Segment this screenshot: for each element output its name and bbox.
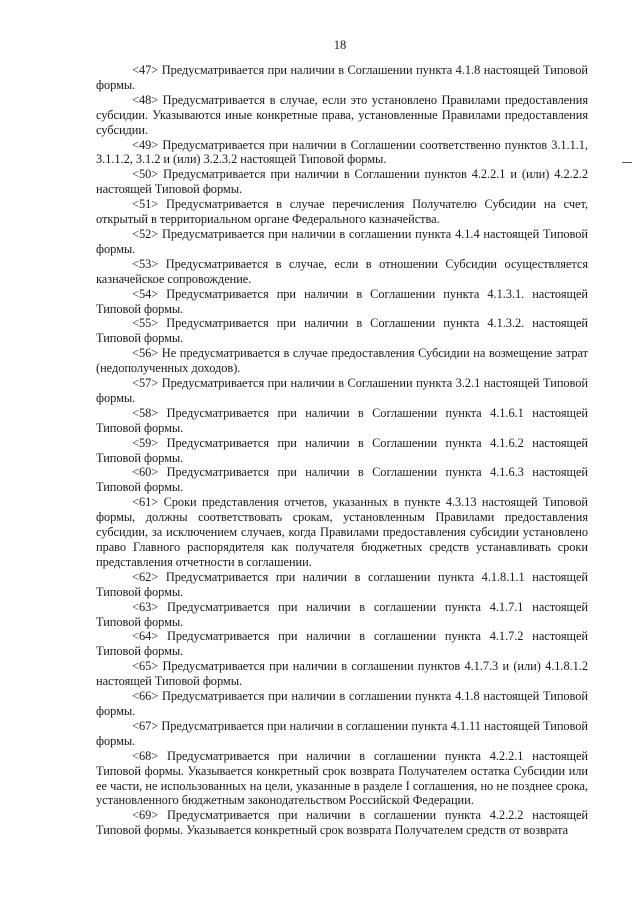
footnote (96, 316, 588, 346)
footnote (96, 376, 588, 406)
footnote-text: Предусматривается при наличии в соглашении пункта 4.1.7.2 настоящей Типовой формы. (96, 629, 588, 659)
footnote (96, 495, 588, 570)
footnote (96, 465, 588, 495)
footnote-marker: <61> (132, 495, 159, 510)
footnote-text: Предусматривается при наличии в Соглашении пунктов 4.2.2.1 и (или) 4.2.2.2 настоящей Типовой формы. (96, 167, 588, 197)
footnote (96, 138, 588, 168)
footnote-marker: <65> (132, 659, 159, 674)
footnote (96, 257, 588, 287)
footnote-text: Предусматривается при наличии в соглашении пункта 4.1.4 настоящей Типовой формы. (96, 226, 588, 256)
footnote-marker: <69> (132, 808, 159, 823)
footnote-marker: <66> (132, 689, 159, 704)
footnote-text: Предусматривается при наличии в Соглашении пункта 4.1.3.1. настоящей Типовой формы. (96, 286, 588, 316)
footnote-text: Предусматривается в случае, если в отношении Субсидии осуществляется казначейское сопровождение. (96, 256, 588, 286)
footnote-marker: <67> (132, 718, 159, 733)
footnote-text: Не предусматривается в случае предоставления Субсидии на возмещение затрат (недополученных доходов). (96, 346, 588, 376)
footnote-marker: <49> (132, 137, 159, 152)
footnote-text: Предусматривается в случае, если это установлено Правилами предоставления субсидии. Указываются иные конкретные права, установленные Правилами предоставления субсидии. (96, 92, 588, 137)
footnote (96, 436, 588, 466)
footnote-text: Предусматривается при наличии в соглашении пункта 4.2.2.2 настоящей Типовой формы. Указывается конкретный срок возврата Получателем средств от возврата (96, 808, 588, 838)
footnote-text: Предусматривается при наличии в соглашении пунктов 4.1.7.3 и (или) 4.1.8.1.2 настоящей Типовой формы. (96, 659, 588, 689)
footnote-marker: <68> (132, 748, 159, 763)
footnote (96, 63, 588, 93)
footnote-marker: <53> (132, 256, 159, 271)
footnote (96, 719, 588, 749)
footnote-marker: <56> (132, 346, 159, 361)
footnote (96, 808, 588, 838)
footnote-text: Предусматривается при наличии в Соглашении пункта 3.2.1 настоящей Типовой формы. (96, 376, 588, 405)
footnote-marker: <55> (132, 316, 159, 331)
footnote-text: Предусматривается при наличии в Соглашении пункта 4.1.6.2 настоящей Типовой формы. (96, 435, 588, 465)
footnote-text: Предусматривается при наличии в соглашении пункта 4.1.11 настоящей Типовой формы. (96, 718, 588, 748)
footnote (96, 227, 588, 257)
footnote-text: Сроки представления отчетов, указанных в пункте 4.3.13 настоящей Типовой формы, должны соответствовать срокам, установленным Правилами предоставления субсидии, за исключением случаев, когда Правилами предоставления субсидии установлено право Главного распорядителя как получателя бюджетных средств устанавливать сроки представления отчетности в соглашении. (96, 495, 588, 569)
footnote-marker: <54> (132, 286, 159, 301)
page-number: 18 (333, 38, 347, 52)
footnote (96, 689, 588, 719)
footnote-marker: <52> (132, 226, 159, 241)
footnote-marker: <47> (132, 63, 159, 77)
footnote (96, 167, 588, 197)
footnote-marker: <60> (132, 465, 159, 480)
footnote (96, 93, 588, 138)
footnote-marker: <50> (132, 167, 159, 182)
footnote-text: Предусматривается при наличии в соглашении пункта 4.1.8 настоящей Типовой формы. (96, 689, 588, 718)
footnote-text: Предусматривается при наличии в Соглашении пункта 4.1.6.1 настоящей Типовой формы. (96, 405, 588, 435)
footnote-text: Предусматривается при наличии в Соглашении соответственно пунктов 3.1.1.1, 3.1.1.2, 3.1.2 и (или) 3.2.3.2 настоящей Типовой формы. (96, 137, 588, 167)
footnote-marker: <48> (132, 92, 159, 107)
footnote (96, 197, 588, 227)
footnote (96, 600, 588, 630)
footnote-text: Предусматривается при наличии в соглашении пункта 4.1.8.1.1 настоящей Типовой формы. (96, 569, 588, 599)
footnote-text: Предусматривается в случае перечисления Получателю Субсидии на счет, открытый в территориальном органе Федерального казначейства. (96, 197, 588, 227)
footnote (96, 749, 588, 809)
footnote-text: Предусматривается при наличии в соглашении пункта 4.1.7.1 настоящей Типовой формы. (96, 599, 588, 629)
footnote-marker: <59> (132, 435, 159, 450)
footnote (96, 287, 588, 317)
margin-mark (622, 162, 632, 163)
footnote-text: Предусматривается при наличии в соглашении пункта 4.2.2.1 настоящей Типовой формы. Указывается конкретный срок возврата Получателем остатка Субсидии или ее части, не использованных на цели, указанные в разделе I соглашения, но не позднее срока, установленного бюджетным законодательством Российской Федерации. (96, 748, 588, 808)
footnote (96, 346, 588, 376)
footnote-text: Предусматривается при наличии в Соглашении пункта 4.1.6.3 настоящей Типовой формы. (96, 465, 588, 495)
footnote-marker: <63> (132, 599, 159, 614)
footnote-marker: <62> (132, 569, 159, 584)
footnote (96, 629, 588, 659)
footnote-text: Предусматривается при наличии в Соглашении пункта 4.1.8 настоящей Типовой формы. (96, 63, 588, 92)
footnote-marker: <64> (132, 629, 159, 644)
footnote (96, 406, 588, 436)
footnote-marker: <57> (132, 376, 159, 391)
footnote (96, 570, 588, 600)
footnote (96, 659, 588, 689)
footnotes-list (96, 63, 588, 838)
footnote-marker: <58> (132, 405, 159, 420)
footnote-text: Предусматривается при наличии в Соглашении пункта 4.1.3.2. настоящей Типовой формы. (96, 316, 588, 346)
footnote-marker: <51> (132, 197, 159, 212)
